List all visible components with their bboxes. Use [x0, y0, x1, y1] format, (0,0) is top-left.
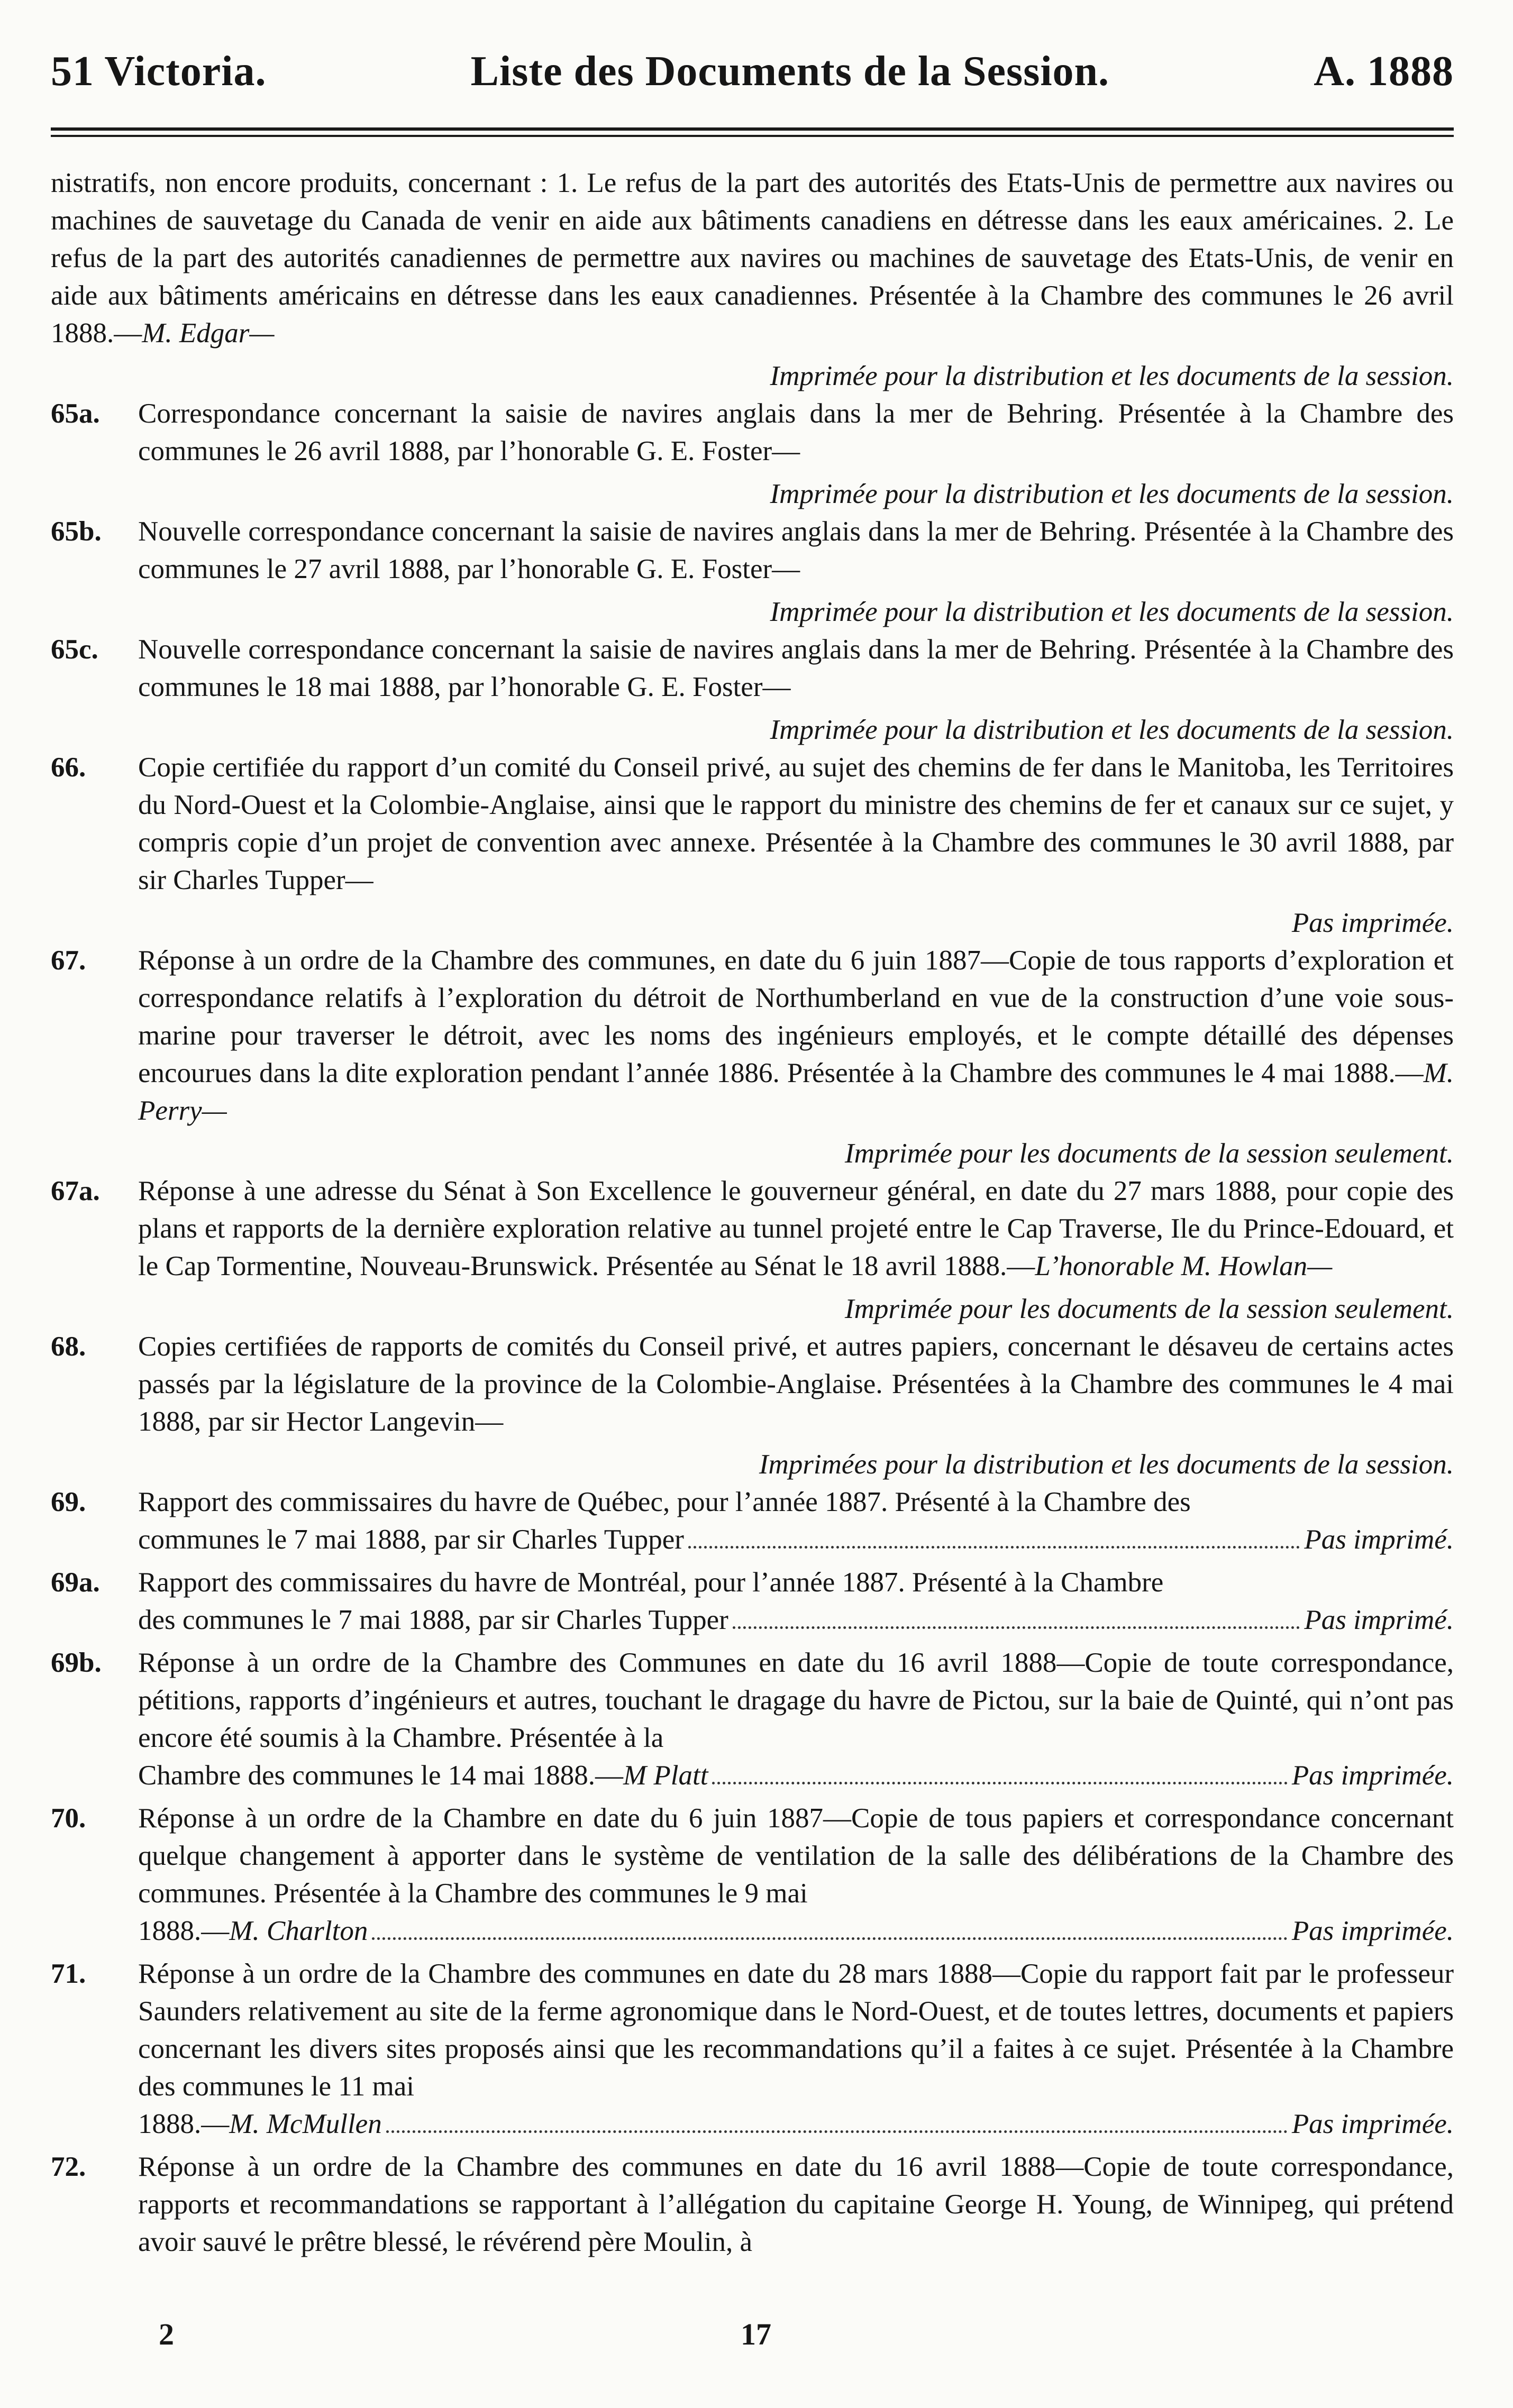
entry-number: 66.	[51, 752, 86, 783]
entry-text: Nouvelle correspondance concernant la saisie de navires anglais dans la mer de Behring. Présentée à la Chambre des communes le 18 mai 1888, par l’honorable G. E. Foster—	[138, 634, 1454, 702]
entry-last-line: 1888.—	[138, 2109, 230, 2139]
header-rule-thick	[51, 127, 1454, 131]
entry-last-line: des communes le 7 mai 1888, par sir Charles Tupper	[138, 1605, 728, 1635]
entry-author: M Platt	[623, 1760, 708, 1791]
entry-66	[51, 749, 1454, 942]
entry-last-line: Chambre des communes le 14 mai 1888.—	[138, 1760, 624, 1791]
header-rule-thin	[51, 135, 1454, 137]
entry-last-line: 1888.—	[138, 1916, 230, 1946]
entry-text: Correspondance concernant la saisie de navires anglais dans la mer de Behring. Présentée à la Chambre des communes le 26 avril 1888, par l’honorable G. E. Foster—	[138, 398, 1454, 466]
entry-text: Réponse à une adresse du Sénat à Son Excellence le gouverneur général, en date du 27 mars 1888, pour copie des plans et rapports de la dernière exploration relative au tunnel projeté entre le Cap Traverse, Ile du Prince-Edouard, et le Cap Tormentine, Nouveau-Brunswick. Présentée au Sénat le 18 avril 1888.—	[138, 1176, 1454, 1281]
entry-note: Imprimée pour la distribution et les documents de la session.	[770, 597, 1454, 627]
entry-note: Imprimées pour la distribution et les documents de la session.	[759, 1449, 1454, 1480]
entry-number: 67a.	[51, 1176, 100, 1206]
entry-65c	[51, 631, 1454, 749]
page-number: 17	[741, 2317, 771, 2351]
entry-author: M. Charlton	[229, 1916, 368, 1946]
entry-65b	[51, 513, 1454, 631]
entry-70	[51, 1800, 1454, 1950]
entry-71	[51, 1955, 1454, 2143]
entry-note: Imprimée pour la distribution et les documents de la session.	[770, 479, 1454, 509]
document-list	[51, 164, 1454, 2261]
entry-note: Pas imprimé.	[1304, 1605, 1454, 1635]
dot-leader	[372, 1937, 1287, 1940]
entry-number: 67.	[51, 945, 86, 976]
entries-main	[51, 164, 1454, 1484]
entry-69	[51, 1484, 1454, 1559]
entry-68	[51, 1328, 1454, 1484]
entry-author: M. McMullen	[229, 2109, 382, 2139]
entry-text: Réponse à un ordre de la Chambre en date du 6 juin 1887—Copie de tous papiers et correspondance concernant quelque changement à apporter dans le système de ventilation de la salle des délibérations de la Chambre des communes. Présentée à la Chambre des communes le 9 mai	[138, 1803, 1454, 1909]
entry-69a	[51, 1564, 1454, 1639]
entry-67a	[51, 1173, 1454, 1328]
entry-text: Réponse à un ordre de la Chambre des communes, en date du 6 juin 1887—Copie de tous rapports d’exploration et correspondance relatifs à l’exploration du détroit de Northumberland en vue de la construction d’une voie sous-marine pour traverser le détroit, avec les noms des ingénieurs employés, et le compte détaillé des dépenses encourues dans la dite exploration pendant l’année 1886. Présentée à la Chambre des communes le 4 mai 1888.—	[138, 945, 1454, 1088]
entry-continued	[51, 164, 1454, 395]
entry-69b	[51, 1644, 1454, 1794]
entry-number: 69a.	[51, 1567, 100, 1598]
dot-leader	[688, 1546, 1300, 1549]
entry-text: Réponse à un ordre de la Chambre des Communes en date du 16 avril 1888—Copie de toute correspondance, pétitions, rapports d’ingénieurs et autres, touchant le dragage du havre de Pictou, sur la baie de Quinté, qui n’ont pas encore été soumis à la Chambre. Présentée à la	[138, 1647, 1454, 1753]
dot-leader	[712, 1782, 1287, 1784]
entry-text: nistratifs, non encore produits, concernant : 1. Le refus de la part des autorités des Etats-Unis de permettre aux navires ou machines de sauvetage du Canada de venir en aide aux bâtiments canadiens en détresse dans les eaux américaines. 2. Le refus de la part des autorités canadiennes de permettre aux navires ou machines de sauvetage des Etats-Unis, de venir en aide aux bâtiments américains en détresse dans les eaux canadiennes. Présentée à la Chambre des communes le 26 avril 1888.—	[51, 168, 1454, 349]
page-header	[51, 48, 1454, 96]
entry-number: 65b.	[51, 516, 102, 547]
entry-67	[51, 942, 1454, 1173]
entry-text: Rapport des commissaires du havre de Québec, pour l’année 1887. Présenté à la Chambre des	[138, 1487, 1191, 1517]
entry-text: Copie certifiée du rapport d’un comité du Conseil privé, au sujet des chemins de fer dans le Manitoba, les Territoires du Nord-Ouest et la Colombie-Anglaise, ainsi que le rapport du ministre des chemins de fer et canaux sur ce sujet, y compris copie d’un projet de convention avec annexe. Présentée à la Chambre des communes le 30 avril 1888, par sir Charles Tupper—	[138, 752, 1454, 895]
entry-last-line: communes le 7 mai 1888, par sir Charles Tupper	[138, 1524, 684, 1555]
entry-text: Réponse à un ordre de la Chambre des communes en date du 28 mars 1888—Copie du rapport fait par le professeur Saunders relativement au site de la ferme agronomique dans le Nord-Ouest, et de toutes lettres, documents et papiers concernant les divers sites proposés ainsi que les recommandations qu’il a faites à ce sujet. Présentée à la Chambre des communes le 11 mai	[138, 1958, 1454, 2102]
entry-note: Imprimée pour les documents de la session seulement.	[844, 1138, 1454, 1169]
header-title: Liste des Documents de la Session.	[470, 48, 1110, 95]
entry-text: Copies certifiées de rapports de comités du Conseil privé, et autres papiers, concernant le désaveu de certains actes passés par la législature de la province de la Colombie-Anglaise. Présentées à la Chambre des communes le 4 mai 1888, par sir Hector Langevin—	[138, 1331, 1454, 1437]
header-volume: 51 Victoria.	[51, 48, 267, 95]
entry-number: 71.	[51, 1958, 86, 1989]
entry-note: Pas imprimée.	[1291, 908, 1454, 938]
signature-mark: 2	[159, 2317, 174, 2351]
entry-text: Réponse à un ordre de la Chambre des communes en date du 16 avril 1888—Copie de toute correspondance, rapports et recommandations se rapportant à l’allégation du capitaine George H. Young, de Winnipeg, qui prétend avoir sauvé le prêtre blessé, le révérend père Moulin, à	[138, 2151, 1454, 2257]
dot-leader	[733, 1626, 1300, 1629]
entry-note: Imprimée pour la distribution et les documents de la session.	[770, 715, 1454, 745]
entry-number: 70.	[51, 1803, 86, 1834]
entry-number: 68.	[51, 1331, 86, 1362]
entry-65a	[51, 395, 1454, 513]
entry-note: Pas imprimée.	[1291, 1916, 1454, 1946]
entry-note: Pas imprimée.	[1291, 1760, 1454, 1791]
entry-author: M. Edgar—	[142, 318, 275, 349]
entry-author: L’honorable M. Howlan—	[1035, 1251, 1333, 1281]
entry-number: 69.	[51, 1487, 86, 1517]
entry-number: 72.	[51, 2151, 86, 2182]
entry-note: Pas imprimé.	[1304, 1524, 1454, 1555]
entry-author: M. Perry—	[138, 1058, 1454, 1126]
entries-not-printed	[51, 1484, 1454, 2261]
entry-note: Imprimée pour les documents de la session seulement.	[844, 1294, 1454, 1324]
entry-72	[51, 2148, 1454, 2261]
entry-number: 65a.	[51, 398, 100, 429]
entry-text: Nouvelle correspondance concernant la saisie de navires anglais dans la mer de Behring. Présentée à la Chambre des communes le 27 avril 1888, par l’honorable G. E. Foster—	[138, 516, 1454, 584]
page-footer	[159, 2317, 1454, 2352]
header-year: A. 1888	[1314, 48, 1454, 95]
entry-text: Rapport des commissaires du havre de Montréal, pour l’année 1887. Présenté à la Chambre	[138, 1567, 1164, 1598]
entry-note: Pas imprimée.	[1291, 2109, 1454, 2139]
dot-leader	[386, 2130, 1288, 2133]
entry-note: Imprimée pour la distribution et les documents de la session.	[770, 361, 1454, 391]
entry-number: 69b.	[51, 1647, 102, 1678]
entry-number: 65c.	[51, 634, 98, 665]
